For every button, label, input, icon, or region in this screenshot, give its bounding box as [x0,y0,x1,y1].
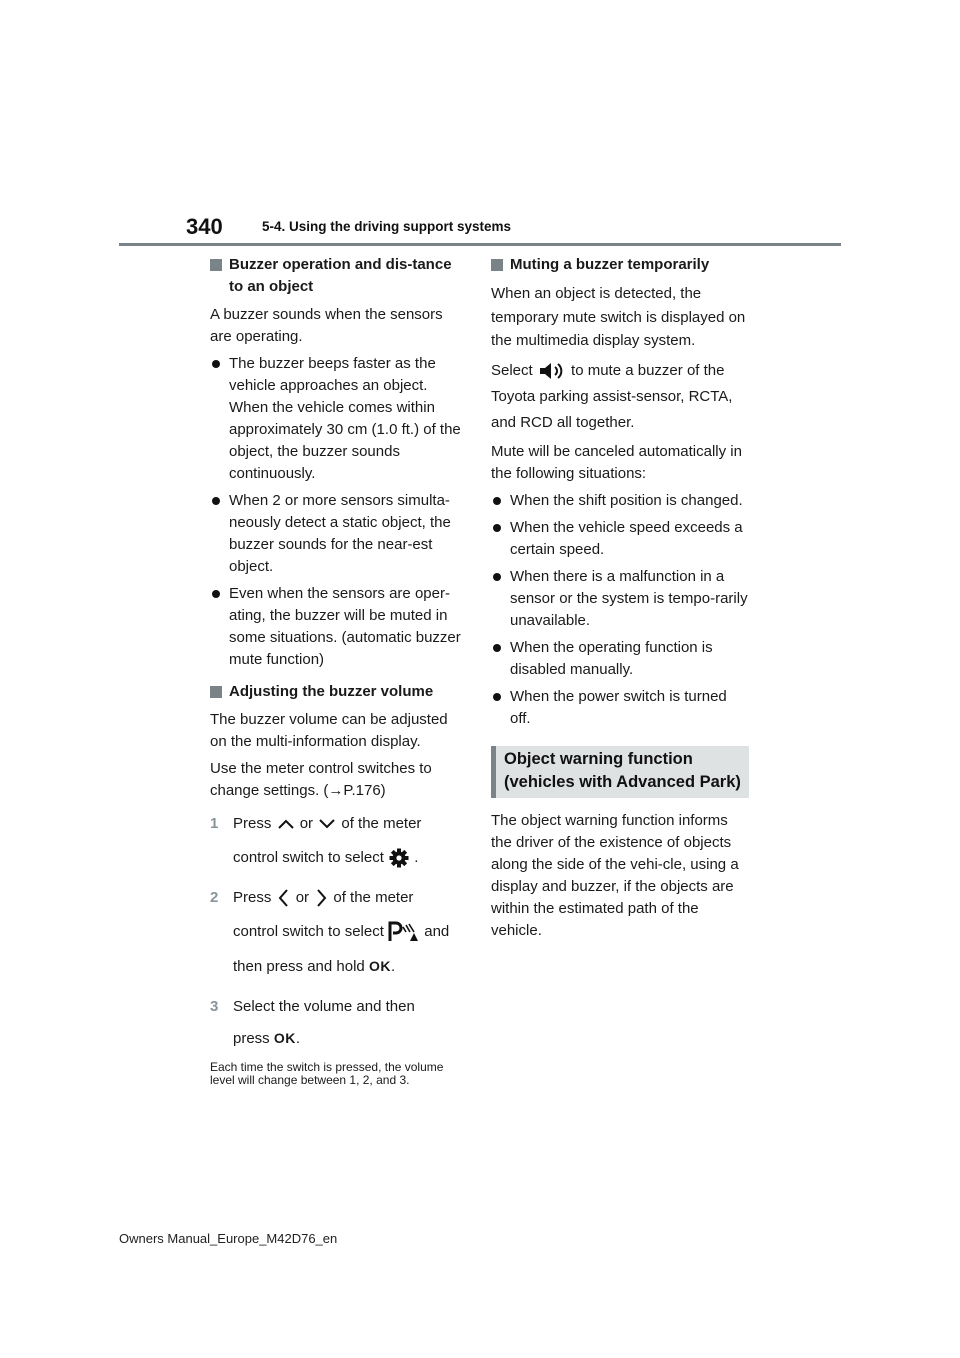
bullet-icon [493,524,501,532]
list-item: Even when the sensors are oper-ating, the buzzer will be muted in some situations. (automatic buzzer mute function) [210,583,468,671]
bullet-icon [493,644,501,652]
step-1: 1 Press or of the meter control switch to select . [210,807,468,875]
list-item: When the shift position is changed. [491,490,749,512]
buzzer-heading: Buzzer operation and dis-tance to an object [210,254,468,298]
square-bullet-icon [210,686,222,698]
mute-paragraph: Select to mute a buzzer of the Toyota parking assist-sensor, RCTA, and RCD all together. [491,361,733,431]
step-number: 1 [210,815,219,832]
volume-heading: Adjusting the buzzer volume [210,681,468,703]
mute-heading: Muting a buzzer temporarily [491,254,749,276]
footer-text: Owners Manual_Europe_M42D76_en [119,1231,338,1246]
list-item: When the vehicle speed exceeds a certain speed. [491,517,749,561]
chevron-left-icon [276,887,292,909]
note-text: Each time the switch is pressed, the volume level will change between 1, 2, and 3. [210,1060,444,1087]
object-warning-paragraph: The object warning function informs the driver of the existence of objects along the side of the vehi-cle, using a display and buzzer, if the objects are within the estimated path of the vehicle. [491,811,739,939]
left-column [210,252,468,1087]
ok-button-icon: OK [368,958,391,974]
mute-paragraph: When an object is detected, the temporary mute switch is displayed on the multimedia display system. [491,285,746,349]
list-item: The buzzer beeps faster as the vehicle approaches an object. When the vehicle comes within approximately 30 cm (1.0 ft.) of the object, the buzzer sounds continuously. [210,353,468,485]
settings-gear-icon [388,847,410,869]
bullet-icon [212,497,220,505]
step-number: 2 [210,889,219,906]
ok-button-icon: OK [273,1030,296,1046]
list-item: When the operating function is disabled manually. [491,637,749,681]
step-number: 3 [210,998,219,1015]
list-item: When there is a malfunction in a sensor or the system is tempo-rarily unavailable. [491,566,749,632]
bullet-icon [212,590,220,598]
square-bullet-icon [491,259,503,271]
chevron-right-icon [313,887,329,909]
right-column [491,252,749,947]
speaker-mute-icon [537,360,567,382]
volume-paragraph: Use the meter control switches to change settings. (→P.176) [210,760,432,799]
buzzer-intro: A buzzer sounds when the sensors are operating. [210,306,443,345]
header-rule [119,243,841,246]
section-title: 5-4. Using the driving support systems [262,219,512,234]
bullet-icon [493,573,501,581]
list-item: When the power switch is turned off. [491,686,749,730]
square-bullet-icon [210,259,222,271]
bullet-icon [493,497,501,505]
volume-paragraph: The buzzer volume can be adjusted on the multi-information display. [210,711,448,750]
page-number: 340 [186,214,223,239]
object-warning-heading: Object warning function (vehicles with Advanced Park) [491,746,749,798]
heading-accent-bar [491,746,496,798]
bullet-icon [212,360,220,368]
chevron-down-icon [317,817,337,831]
mute-paragraph: Mute will be canceled automatically in the following situations: [491,442,742,482]
step-2: 2 Press or of the meter control switch to select and then press and hold OK. [210,881,468,984]
chevron-up-icon [276,817,296,831]
parking-sensor-icon [388,921,420,943]
step-3: 3 Select the volume and then press OK. [210,990,468,1053]
list-item: When 2 or more sensors simulta-neously detect a static object, the buzzer sounds for the near-est object. [210,490,468,578]
bullet-icon [493,693,501,701]
